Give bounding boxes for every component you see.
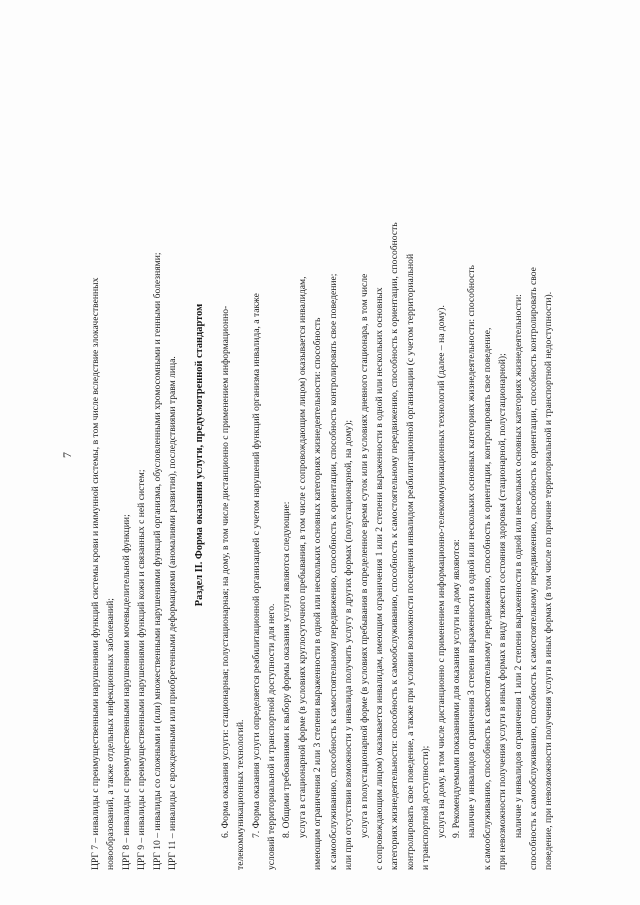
text-line: ЦРГ 8 – инвалиды с преимущественными нарушениями мочевыделительной функции; <box>120 514 132 870</box>
text-line: ЦРГ 10 – инвалиды со сложными и (или) множественными нарушениями функций организма, обусловленными хромосомными и генными болезнями; <box>151 252 163 870</box>
text-line: способность к самообслуживанию, способность к самостоятельному передвижению, способность к ориентации, способность контролировать свое <box>527 267 539 870</box>
section-heading: Раздел II. Форма оказания услуги, предусмотренной стандартом <box>194 303 206 607</box>
text-line: категориях жизнедеятельности: способность к самообслуживанию, способность к самостоятельному передвижению, способность к ориентации, способность <box>389 222 401 870</box>
text-line: ЦРГ 7 – инвалиды с преимущественными нарушениями функций системы крови и иммунной системы, в том числе вследствие злокачественных <box>90 277 101 870</box>
text-line: к самообслуживанию, способность к самостоятельному передвижению, способность к ориентации, контролировать свое поведение, <box>481 327 493 870</box>
text-line: контролировать свое поведение, а также при условии возможности посещения инвалидом реабилитационной организации (с учетом территориальной <box>404 253 416 870</box>
text-line: услуга в полустационарной форме (в условиях пребывания в определенное время суток или в условиях дневного стационара, в том числе <box>358 273 370 838</box>
text-line: наличие у инвалидов ограничения 3 степени выраженности в одной или нескольких основных категориях жизнедеятельности: способность <box>466 265 478 838</box>
text-line: и транспортной доступности); <box>420 745 432 870</box>
page-number: 7 <box>60 452 74 458</box>
text-line: наличие у инвалидов ограничения 1 или 2 степени выраженности в одной или нескольких основных категориях жизнедеятельности: <box>512 294 524 838</box>
text-line: поведение, при невозможности получения услуги в иных формах (в том числе по причине территориальной и транспортной недоступности). <box>543 291 555 870</box>
text-line: телекоммуникационных технологий. <box>235 719 247 870</box>
text-line: имеющим ограничения 2 или 3 степени выраженности в одной или нескольких основных категориях жизнедеятельности: способность <box>312 317 324 870</box>
text-line: при невозможности получения услуги в иных формах в виду тяжести состояния здоровья (стационарной, полустационарной); <box>497 353 509 870</box>
text-line: ЦРГ 11 – инвалиды с врожденными или приобретенными деформациями (аномалиями развития), последствиями травм лица. <box>167 356 179 870</box>
text-line: 9. Рекомендуемыми показаниями для оказания услуги на дому являются: <box>450 539 462 838</box>
text-line: 6. Форма оказания услуги: стационарная; полустационарная; на дому, в том числе дистанционно с применением информационно- <box>219 305 231 838</box>
text-line: ЦРГ 9 – инвалиды с преимущественными нарушениями функций кожи и связанных с ней систем; <box>136 469 148 870</box>
document-body <box>66 40 557 870</box>
text-line: услуга в стационарной форме (в условиях круглосуточного пребывания, в том числе с сопровождающим лицом) оказывается инвалидам, <box>296 276 308 838</box>
text-line: услуга на дому, в том числе дистанционно с применением информационно-телекоммуникационных технологий (далее – на дому). <box>435 305 447 838</box>
text-line: с сопровождающим лицом) оказывается инвалидам, имеющим ограничения 1 или 2 степени выраженности в одной или нескольких основных <box>373 287 385 870</box>
rotated-page-content <box>60 40 555 870</box>
text-line: 7. Форма оказания услуги определяется реабилитационной организацией с учетом нарушений функций организма инвалида, а также <box>250 293 262 838</box>
text-line: 8. Общими требованиями к выбору формы оказания услуги являются следующие: <box>281 501 293 838</box>
text-line: условий территориальной и транспортной доступности для него. <box>266 603 278 870</box>
text-line: к самообслуживанию, способность к самостоятельному передвижению, способность к ориентации, способность контролировать свое поведение; <box>327 273 339 870</box>
text-line: новообразований, а также отдельных инфекционных заболеваний; <box>105 598 117 870</box>
text-line: или при отсутствии возможности у инвалида получить услугу в других формах (полустационарной, на дому); <box>343 419 355 870</box>
